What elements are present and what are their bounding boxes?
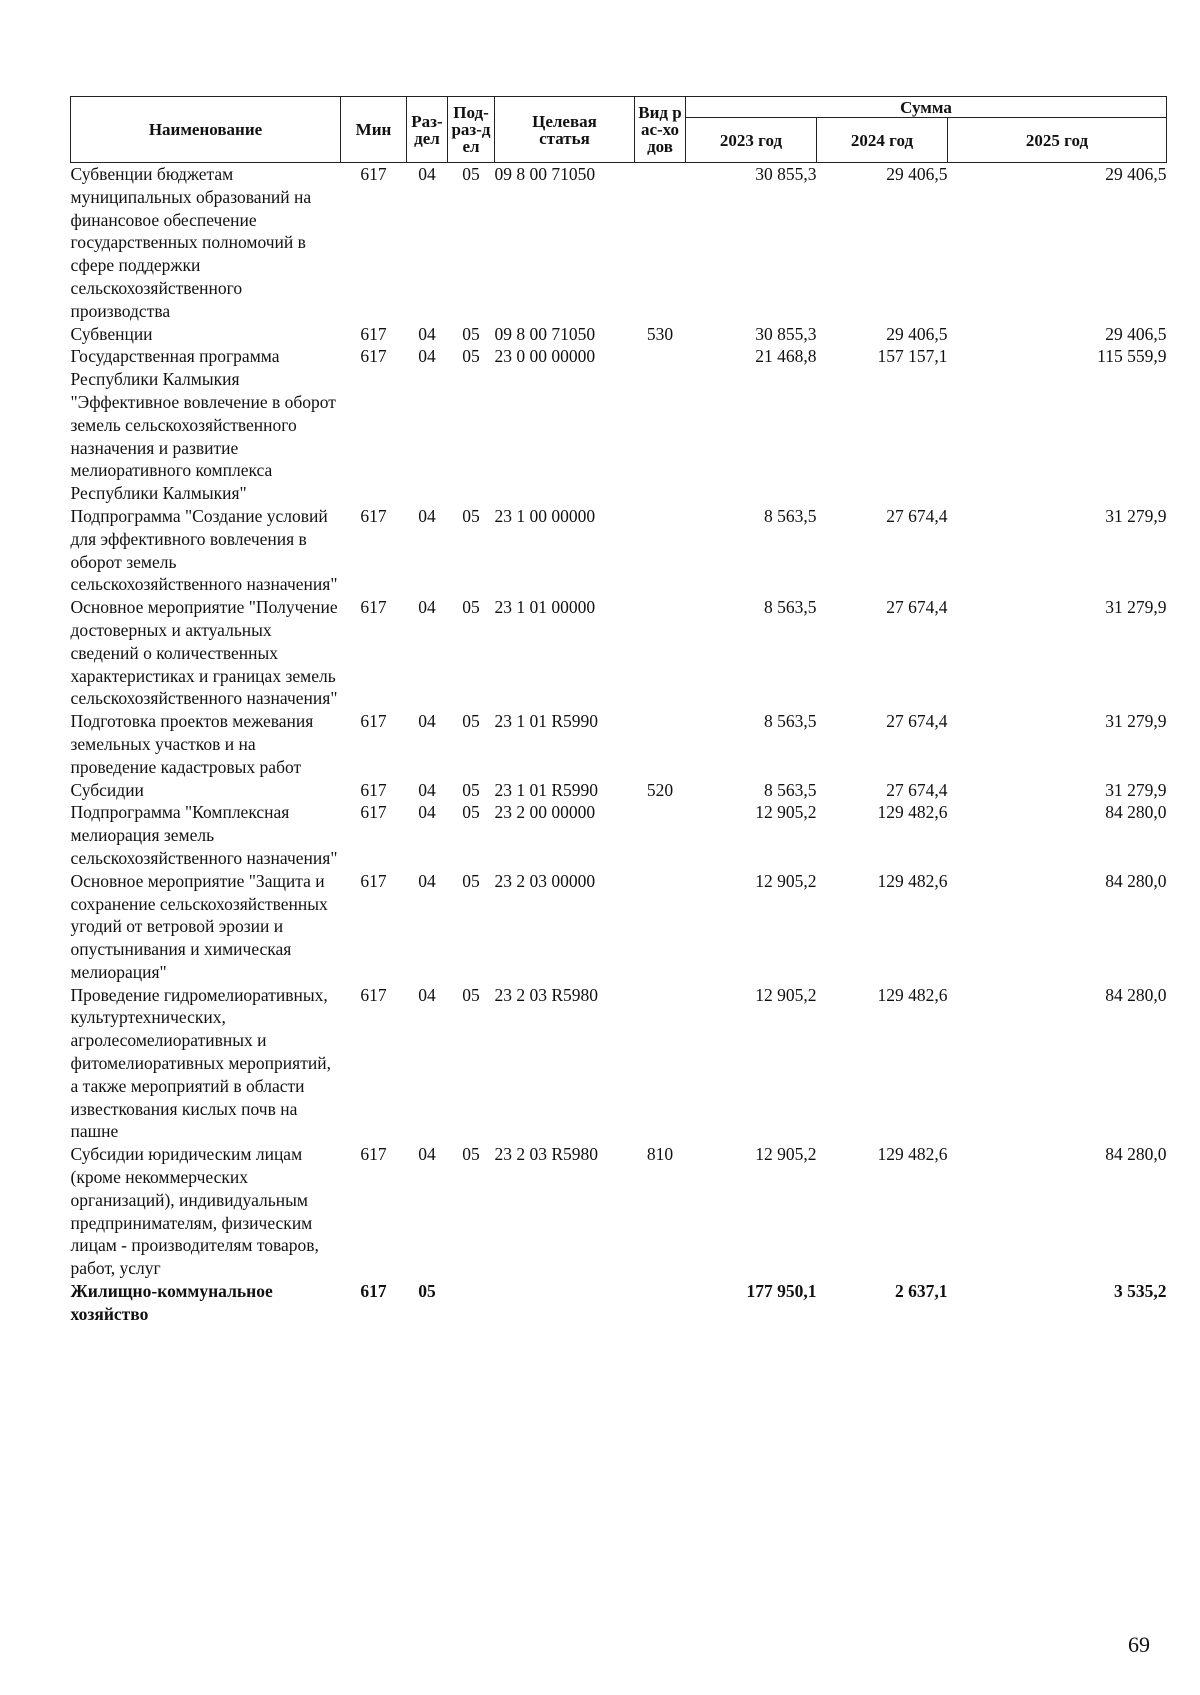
- cell-podrazdel: 05: [462, 870, 480, 891]
- cell-expense-type: [635, 801, 686, 869]
- cell-amount-2023: 8 563,5: [764, 779, 817, 800]
- cell-target-article: 23 2 03 R5980: [494, 1144, 599, 1165]
- table-row: [71, 779, 1167, 802]
- cell-min: 617: [360, 779, 387, 800]
- header-stat-label: Целевая статья: [532, 111, 597, 148]
- cell-podrazdel: 05: [462, 1144, 480, 1165]
- cell-amount-2024: 157 157,1: [877, 346, 948, 367]
- cell-min: 617: [360, 323, 387, 344]
- cell-name: Подготовка проектов межевания земельных участков и на проведение кадастровых работ: [70, 711, 314, 777]
- cell-amount-2023: 21 468,8: [755, 346, 817, 367]
- cell-name: Основное мероприятие "Защита и сохранение сельскохозяйственных угодий от ветровой эрозии и опустынивания и химическая мелиорация": [70, 870, 328, 982]
- cell-razdel: 04: [418, 779, 436, 800]
- cell-name: Субсидии: [70, 779, 144, 800]
- header-2024: 2024 год: [817, 118, 948, 163]
- cell-razdel: 04: [418, 597, 436, 618]
- cell-razdel: 04: [418, 870, 436, 891]
- header-2025: 2025 год: [948, 118, 1167, 163]
- cell-amount-2025: 84 280,0: [1105, 802, 1167, 823]
- cell-razdel: 04: [418, 164, 436, 184]
- cell-amount-2024: 27 674,4: [886, 779, 948, 800]
- table-body: [71, 163, 1167, 1326]
- cell-target-article: 23 2 00 00000: [494, 802, 596, 823]
- cell-name: Субсидии юридическим лицам (кроме некоммерческих организаций), индивидуальным предпринимателям, физическим лицам - производителям товаров, работ, услуг: [70, 1144, 319, 1279]
- header-podrazdel-label: Под-раз-дел: [451, 103, 491, 156]
- cell-amount-2025: 3 535,2: [1114, 1281, 1167, 1302]
- table-row: [71, 323, 1167, 346]
- header-podrazdel: [448, 97, 495, 163]
- cell-expense-type: [635, 505, 686, 596]
- cell-razdel: 04: [418, 711, 436, 732]
- cell-amount-2025: 84 280,0: [1105, 870, 1167, 891]
- cell-min: 617: [360, 164, 387, 184]
- cell-target-article: 23 0 00 00000: [494, 346, 596, 367]
- cell-name: Субвенции бюджетам муниципальных образований на финансовое обеспечение государственных полномочий в сфере поддержки сельскохозяйственного производства: [70, 164, 312, 321]
- cell-expense-type: [635, 710, 686, 778]
- table-row: [71, 1280, 1167, 1326]
- cell-name: Подпрограмма "Комплексная мелиорация земель сельскохозяйственного назначения": [70, 802, 338, 868]
- cell-podrazdel: 05: [462, 323, 480, 344]
- cell-name: Государственная программа Республики Калмыкия "Эффективное вовлечение в оборот земель сельскохозяйственного назначения и развитие мелиоративного комплекса Республики Калмыкия": [70, 346, 336, 504]
- cell-name: Проведение гидромелиоративных, культуртехнических, агролесомелиоративных и фитомелиоративных мероприятий, а также мероприятий в области известкования кислых почв на пашне: [70, 984, 331, 1142]
- cell-amount-2023: 177 950,1: [746, 1281, 817, 1302]
- header-2023: 2023 год: [686, 118, 817, 163]
- cell-amount-2024: 27 674,4: [886, 505, 948, 526]
- cell-amount-2025: 31 279,9: [1105, 505, 1167, 526]
- cell-razdel: 04: [418, 802, 436, 823]
- cell-razdel: 04: [418, 346, 436, 367]
- cell-target-article: 23 1 00 00000: [494, 505, 596, 526]
- cell-razdel: 04: [418, 984, 436, 1005]
- cell-amount-2024: 129 482,6: [877, 1144, 948, 1165]
- header-min: Мин: [341, 97, 407, 163]
- cell-amount-2024: 129 482,6: [877, 802, 948, 823]
- header-vid-label: Вид рас-ходов: [638, 103, 682, 156]
- cell-target-article: 23 1 01 00000: [494, 597, 596, 618]
- cell-min: 617: [360, 505, 387, 526]
- cell-expense-type: 530: [646, 323, 674, 344]
- table-row: [71, 163, 1167, 323]
- cell-razdel: 04: [418, 323, 436, 344]
- cell-amount-2025: 29 406,5: [1105, 164, 1167, 184]
- cell-min: 617: [360, 1144, 387, 1165]
- cell-min: 617: [360, 597, 387, 618]
- cell-amount-2023: 12 905,2: [755, 870, 817, 891]
- cell-target-article: 23 1 01 R5990: [494, 711, 599, 732]
- cell-expense-type: [635, 1280, 686, 1326]
- header-name: Наименование: [71, 97, 341, 163]
- cell-expense-type: 520: [646, 779, 674, 800]
- cell-name: Подпрограмма "Создание условий для эффективного вовлечения в оборот земель сельскохозяйственного назначения": [70, 505, 338, 595]
- header-summa: Сумма: [686, 97, 1167, 118]
- cell-podrazdel: [448, 1280, 495, 1326]
- cell-amount-2025: 84 280,0: [1105, 1144, 1167, 1165]
- cell-podrazdel: 05: [462, 346, 480, 367]
- table-row: [71, 801, 1167, 869]
- cell-amount-2024: 27 674,4: [886, 711, 948, 732]
- cell-amount-2025: 29 406,5: [1105, 323, 1167, 344]
- header-razdel: [407, 97, 448, 163]
- cell-amount-2023: 30 855,3: [755, 164, 817, 184]
- cell-name: Субвенции: [70, 323, 153, 344]
- cell-amount-2024: 129 482,6: [877, 984, 948, 1005]
- cell-expense-type: [635, 163, 686, 323]
- cell-expense-type: [635, 596, 686, 710]
- cell-amount-2024: 29 406,5: [886, 164, 948, 184]
- cell-amount-2023: 8 563,5: [764, 711, 817, 732]
- cell-amount-2025: 84 280,0: [1105, 984, 1167, 1005]
- cell-amount-2023: 30 855,3: [755, 323, 817, 344]
- cell-min: 617: [360, 870, 387, 891]
- cell-amount-2024: 27 674,4: [886, 597, 948, 618]
- budget-table: [70, 96, 1167, 1326]
- table-row: [71, 505, 1167, 596]
- cell-amount-2024: 129 482,6: [877, 870, 948, 891]
- cell-expense-type: [635, 870, 686, 984]
- cell-podrazdel: 05: [462, 505, 480, 526]
- cell-expense-type: 810: [646, 1144, 674, 1165]
- header-vid: [635, 97, 686, 163]
- table-header: [71, 97, 1167, 163]
- cell-amount-2025: 31 279,9: [1105, 779, 1167, 800]
- cell-podrazdel: 05: [462, 779, 480, 800]
- table-row: [71, 710, 1167, 778]
- table-row: [71, 1143, 1167, 1280]
- cell-min: 617: [360, 802, 387, 823]
- cell-podrazdel: 05: [462, 597, 480, 618]
- cell-podrazdel: 05: [462, 164, 480, 184]
- cell-amount-2025: 31 279,9: [1105, 711, 1167, 732]
- header-razdel-label: Раз-дел: [411, 111, 443, 148]
- cell-amount-2023: 12 905,2: [755, 802, 817, 823]
- cell-name: Основное мероприятие "Получение достоверных и актуальных сведений о количественных характеристиках и границах земель сельскохозяйственного назначения": [70, 597, 338, 709]
- cell-target-article: 23 2 03 00000: [494, 870, 596, 891]
- table-row: [71, 870, 1167, 984]
- cell-target-article: 09 8 00 71050: [494, 164, 596, 184]
- cell-amount-2023: 12 905,2: [755, 984, 817, 1005]
- cell-expense-type: [635, 984, 686, 1144]
- cell-target-article: [495, 1280, 635, 1326]
- cell-amount-2024: 29 406,5: [886, 323, 948, 344]
- cell-min: 617: [360, 711, 387, 732]
- cell-razdel: 05: [418, 1281, 436, 1302]
- cell-target-article: 23 2 03 R5980: [494, 984, 599, 1005]
- cell-min: 617: [360, 346, 387, 367]
- cell-podrazdel: 05: [462, 984, 480, 1005]
- cell-razdel: 04: [418, 1144, 436, 1165]
- cell-min: 617: [360, 984, 387, 1005]
- cell-target-article: 09 8 00 71050: [494, 323, 596, 344]
- cell-razdel: 04: [418, 505, 436, 526]
- cell-amount-2023: 8 563,5: [764, 505, 817, 526]
- cell-expense-type: [635, 345, 686, 505]
- table-row: [71, 984, 1167, 1144]
- table-row: [71, 596, 1167, 710]
- cell-min: 617: [360, 1281, 387, 1302]
- cell-podrazdel: 05: [462, 802, 480, 823]
- cell-amount-2024: 2 637,1: [895, 1281, 948, 1302]
- table-row: [71, 345, 1167, 505]
- cell-target-article: 23 1 01 R5990: [494, 779, 599, 800]
- cell-podrazdel: 05: [462, 711, 480, 732]
- cell-amount-2023: 8 563,5: [764, 597, 817, 618]
- page-number: 69: [1128, 1632, 1150, 1657]
- cell-name: Жилищно-коммунальное хозяйство: [70, 1281, 273, 1324]
- cell-amount-2025: 31 279,9: [1105, 597, 1167, 618]
- cell-amount-2025: 115 559,9: [1097, 346, 1167, 367]
- cell-amount-2023: 12 905,2: [755, 1144, 817, 1165]
- header-stat: [495, 97, 635, 163]
